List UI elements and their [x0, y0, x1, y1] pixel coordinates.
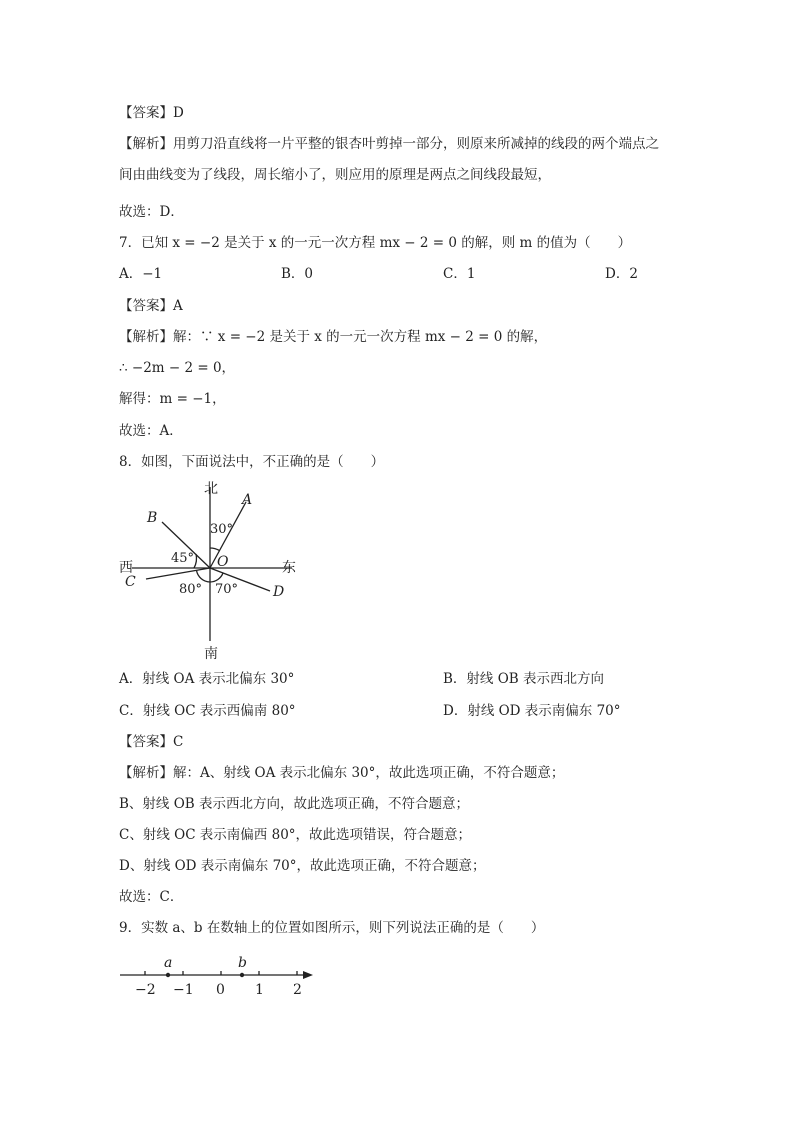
choose-8: 故选：C．	[119, 889, 184, 905]
label-c: C	[125, 574, 136, 590]
label-north: 北	[204, 481, 218, 497]
analysis-7-line3: 解得：m = −1，	[119, 391, 226, 407]
label-south: 南	[204, 646, 218, 662]
label-a-point: a	[164, 955, 173, 971]
analysis-7-line2: ∴ −2m − 2 = 0，	[119, 360, 236, 376]
question-9-stem: 9．实数 a、b 在数轴上的位置如图所示，则下列说法正确的是（ ）	[119, 920, 545, 936]
label-b: B	[147, 510, 158, 526]
tick-label-2: 2	[293, 982, 302, 998]
q8-option-c: C．射线 OC 表示西偏南 80°	[119, 703, 296, 719]
arc-30	[210, 548, 220, 551]
answer-8: 【答案】C	[119, 734, 184, 750]
analysis-7-line1: 【解析】解：∵ x = −2 是关于 x 的一元一次方程 mx − 2 = 0 的解，	[119, 329, 548, 345]
choose-6: 故选：D．	[119, 204, 184, 220]
arrow-head	[303, 971, 313, 979]
compass-figure	[110, 475, 310, 665]
point-b	[240, 973, 244, 977]
q7-option-a: A．−1	[119, 266, 163, 282]
label-east: 东	[282, 560, 296, 576]
tick-label-minus2: −2	[135, 982, 156, 998]
answer-6: 【答案】D	[119, 105, 184, 121]
angle-label-80: 80°	[179, 582, 203, 597]
tick-label-minus1: −1	[173, 982, 194, 998]
label-west: 西	[119, 560, 133, 576]
analysis-8-line4: D、射线 OD 表示南偏东 70°，故此选项正确，不符合题意；	[119, 858, 486, 874]
arc-70	[210, 573, 223, 582]
q8-option-a: A．射线 OA 表示北偏东 30°	[119, 671, 295, 687]
analysis-8-line1: 【解析】解：A、射线 OA 表示北偏东 30°，故此选项正确，不符合题意；	[119, 765, 565, 781]
angle-label-70: 70°	[215, 582, 239, 597]
label-a: A	[242, 492, 253, 508]
q8-option-d: D．射线 OD 表示南偏东 70°	[443, 703, 621, 719]
label-o: O	[217, 554, 229, 570]
q7-option-b: B．0	[281, 266, 314, 282]
q7-option-d: D．2	[605, 266, 638, 282]
analysis-6-line2: 间由曲线变为了线段，周长缩小了，则应用的原理是两点之间线段最短，	[119, 167, 551, 183]
answer-7: 【答案】A	[119, 298, 183, 314]
angle-label-30: 30°	[210, 522, 234, 537]
analysis-8-line3: C、射线 OC 表示南偏西 80°，故此选项错误，符合题意；	[119, 827, 472, 843]
number-line-figure	[115, 950, 325, 1000]
arc-45	[194, 554, 196, 568]
tick-label-0: 0	[216, 982, 225, 998]
point-a	[166, 973, 170, 977]
label-d: D	[273, 584, 285, 600]
question-7-stem: 7．已知 x = −2 是关于 x 的一元一次方程 mx − 2 = 0 的解，则 m 的值为（ ）	[119, 235, 632, 251]
analysis-6-line1: 【解析】用剪刀沿直线将一片平整的银杏叶剪掉一部分，则原来所减掉的线段的两个端点之	[119, 136, 659, 152]
tick-label-1: 1	[255, 982, 264, 998]
arc-80	[197, 570, 211, 582]
q7-option-c: C．1	[443, 266, 476, 282]
choose-7: 故选：A．	[119, 423, 183, 439]
label-b-point: b	[238, 955, 247, 971]
angle-label-45: 45°	[171, 551, 195, 566]
question-8-stem: 8．如图，下面说法中，不正确的是（ ）	[119, 454, 385, 470]
q8-option-b: B．射线 OB 表示西北方向	[443, 671, 604, 687]
analysis-8-line2: B、射线 OB 表示西北方向，故此选项正确，不符合题意；	[119, 796, 469, 812]
